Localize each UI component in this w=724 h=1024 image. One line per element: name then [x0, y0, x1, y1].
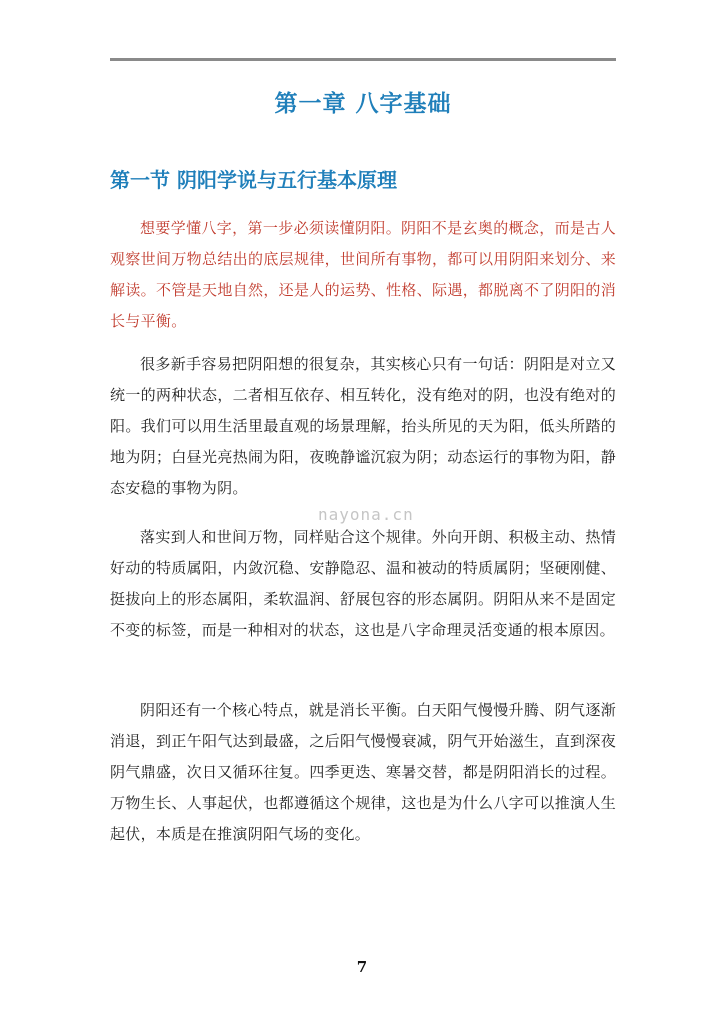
page-number: 7 [356, 958, 368, 976]
watermark: nayona.cn [318, 505, 414, 524]
body-paragraph-3: 阴阳还有一个核心特点，就是消长平衡。白天阳气慢慢升腾、阴气逐渐消退，到正午阳气达到最盛，之后阳气慢慢衰减，阴气开始滋生，直到深夜阴气鼎盛，次日又循环往复。四季更迭、寒暑交替，都是阴阳消长的过程。万物生长、人事起伏，也都遵循这个规律，这也是为什么八字可以推演人生起伏，本质是在推演阴阳气场的变化。 [110, 701, 616, 843]
intro-paragraph: 想要学懂八字，第一步必须读懂阴阳。阴阳不是玄奥的概念，而是古人观察世间万物总结出的底层规律，世间所有事物，都可以用阴阳来划分、来解读。不管是天地自然，还是人的运势、性格、际遇，都脱离不了阴阳的消长与平衡。 [110, 219, 616, 330]
chapter-title: 第一章 八字基础 [274, 91, 452, 117]
section-title: 第一节 阴阳学说与五行基本原理 [110, 168, 397, 192]
top-rule [110, 58, 616, 61]
body-paragraph-1: 很多新手容易把阴阳想的很复杂，其实核心只有一句话：阴阳是对立又统一的两种状态，二者相互依存、相互转化，没有绝对的阴，也没有绝对的阳。我们可以用生活里最直观的场景理解，抬头所见的天为阳，低头所踏的地为阴；白昼光亮热闹为阳，夜晚静谧沉寂为阴；动态运行的事物为阳，静态安稳的事物为阴。 [110, 355, 616, 497]
body-paragraph-2: 落实到人和世间万物，同样贴合这个规律。外向开朗、积极主动、热情好动的特质属阳，内敛沉稳、安静隐忍、温和被动的特质属阴；坚硬刚健、挺拔向上的形态属阳，柔软温润、舒展包容的形态属阴。阴阳从来不是固定不变的标签，而是一种相对的状态，这也是八字命理灵活变通的根本原因。 [110, 528, 616, 639]
